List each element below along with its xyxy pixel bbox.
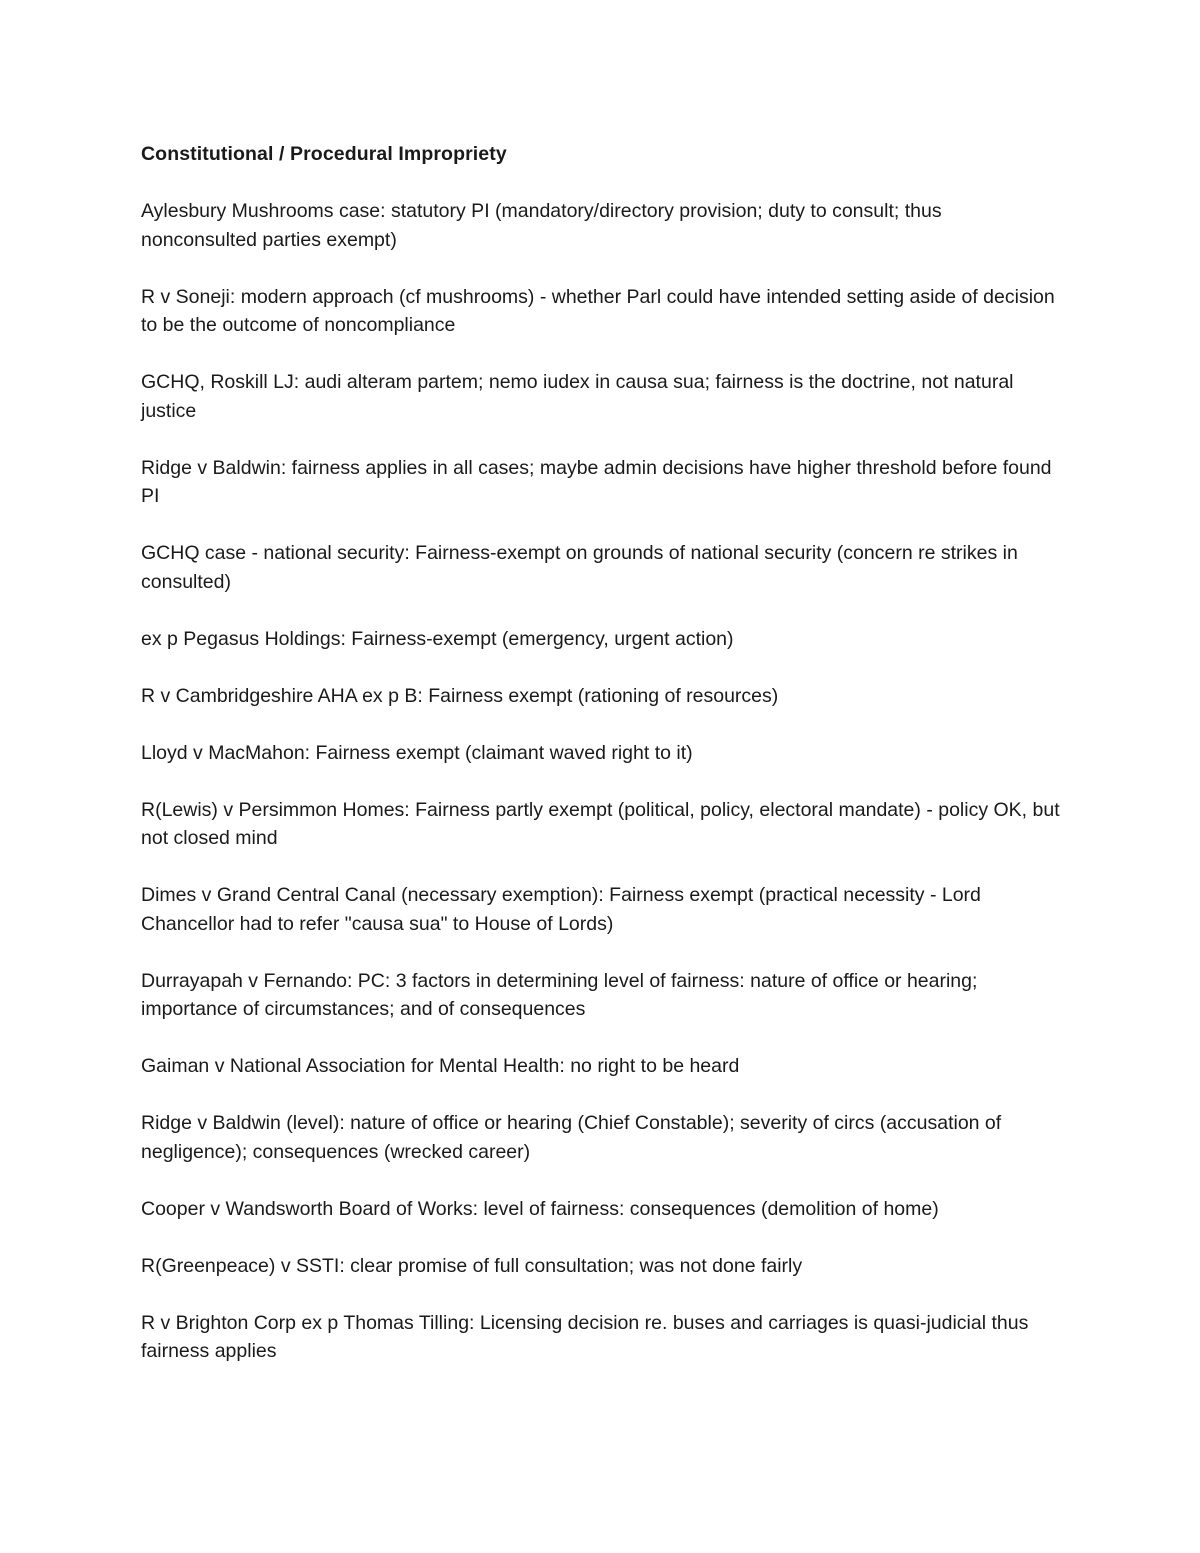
case-entry: Ridge v Baldwin: fairness applies in all cases; maybe admin decisions have higher threshold before found PI — [141, 456, 1052, 507]
case-entry: ex p Pegasus Holdings: Fairness-exempt (emergency, urgent action) — [141, 627, 734, 650]
case-entry: Gaiman v National Association for Mental Health: no right to be heard — [141, 1055, 740, 1077]
case-entry: Lloyd v MacMahon: Fairness exempt (claimant waved right to it) — [141, 741, 693, 764]
case-entry: Aylesbury Mushrooms case: statutory PI (mandatory/directory provision; duty to consult; thus nonconsulted parties exempt) — [141, 200, 942, 251]
case-entry: R v Brighton Corp ex p Thomas Tilling: Licensing decision re. buses and carriages is quasi-judicial thus fairness applies — [141, 1311, 1029, 1362]
document-title: Constitutional / Procedural Impropriety — [141, 143, 507, 165]
case-entry: Cooper v Wandsworth Board of Works: level of fairness: consequences (demolition of home) — [141, 1197, 939, 1220]
case-entry: R(Greenpeace) v SSTI: clear promise of full consultation; was not done fairly — [141, 1254, 803, 1277]
case-list — [141, 197, 1061, 1366]
case-entry: GCHQ, Roskill LJ: audi alteram partem; nemo iudex in causa sua; fairness is the doctrine, not natural justice — [141, 371, 1014, 422]
case-entry: R v Soneji: modern approach (cf mushrooms) - whether Parl could have intended setting aside of decision to be the outcome of noncompliance — [141, 285, 1055, 336]
case-entry: GCHQ case - national security: Fairness-exempt on grounds of national security (concern re strikes in consulted) — [141, 542, 1018, 593]
case-entry: R v Cambridgeshire AHA ex p B: Fairness exempt (rationing of resources) — [141, 684, 779, 707]
document-page — [141, 140, 1061, 1394]
case-entry: Ridge v Baldwin (level): nature of office or hearing (Chief Constable); severity of circs (accusation of negligence); consequences (wrecked career) — [141, 1112, 1002, 1163]
case-entry: Dimes v Grand Central Canal (necessary exemption): Fairness exempt (practical necessity - Lord Chancellor had to refer "causa sua" to House of Lords) — [141, 884, 981, 935]
case-entry: Durrayapah v Fernando: PC: 3 factors in determining level of fairness: nature of office or hearing; importance of circumstances; and of consequences — [141, 969, 978, 1020]
case-entry: R(Lewis) v Persimmon Homes: Fairness partly exempt (political, policy, electoral mandate) - policy OK, but not closed mind — [141, 798, 1060, 849]
